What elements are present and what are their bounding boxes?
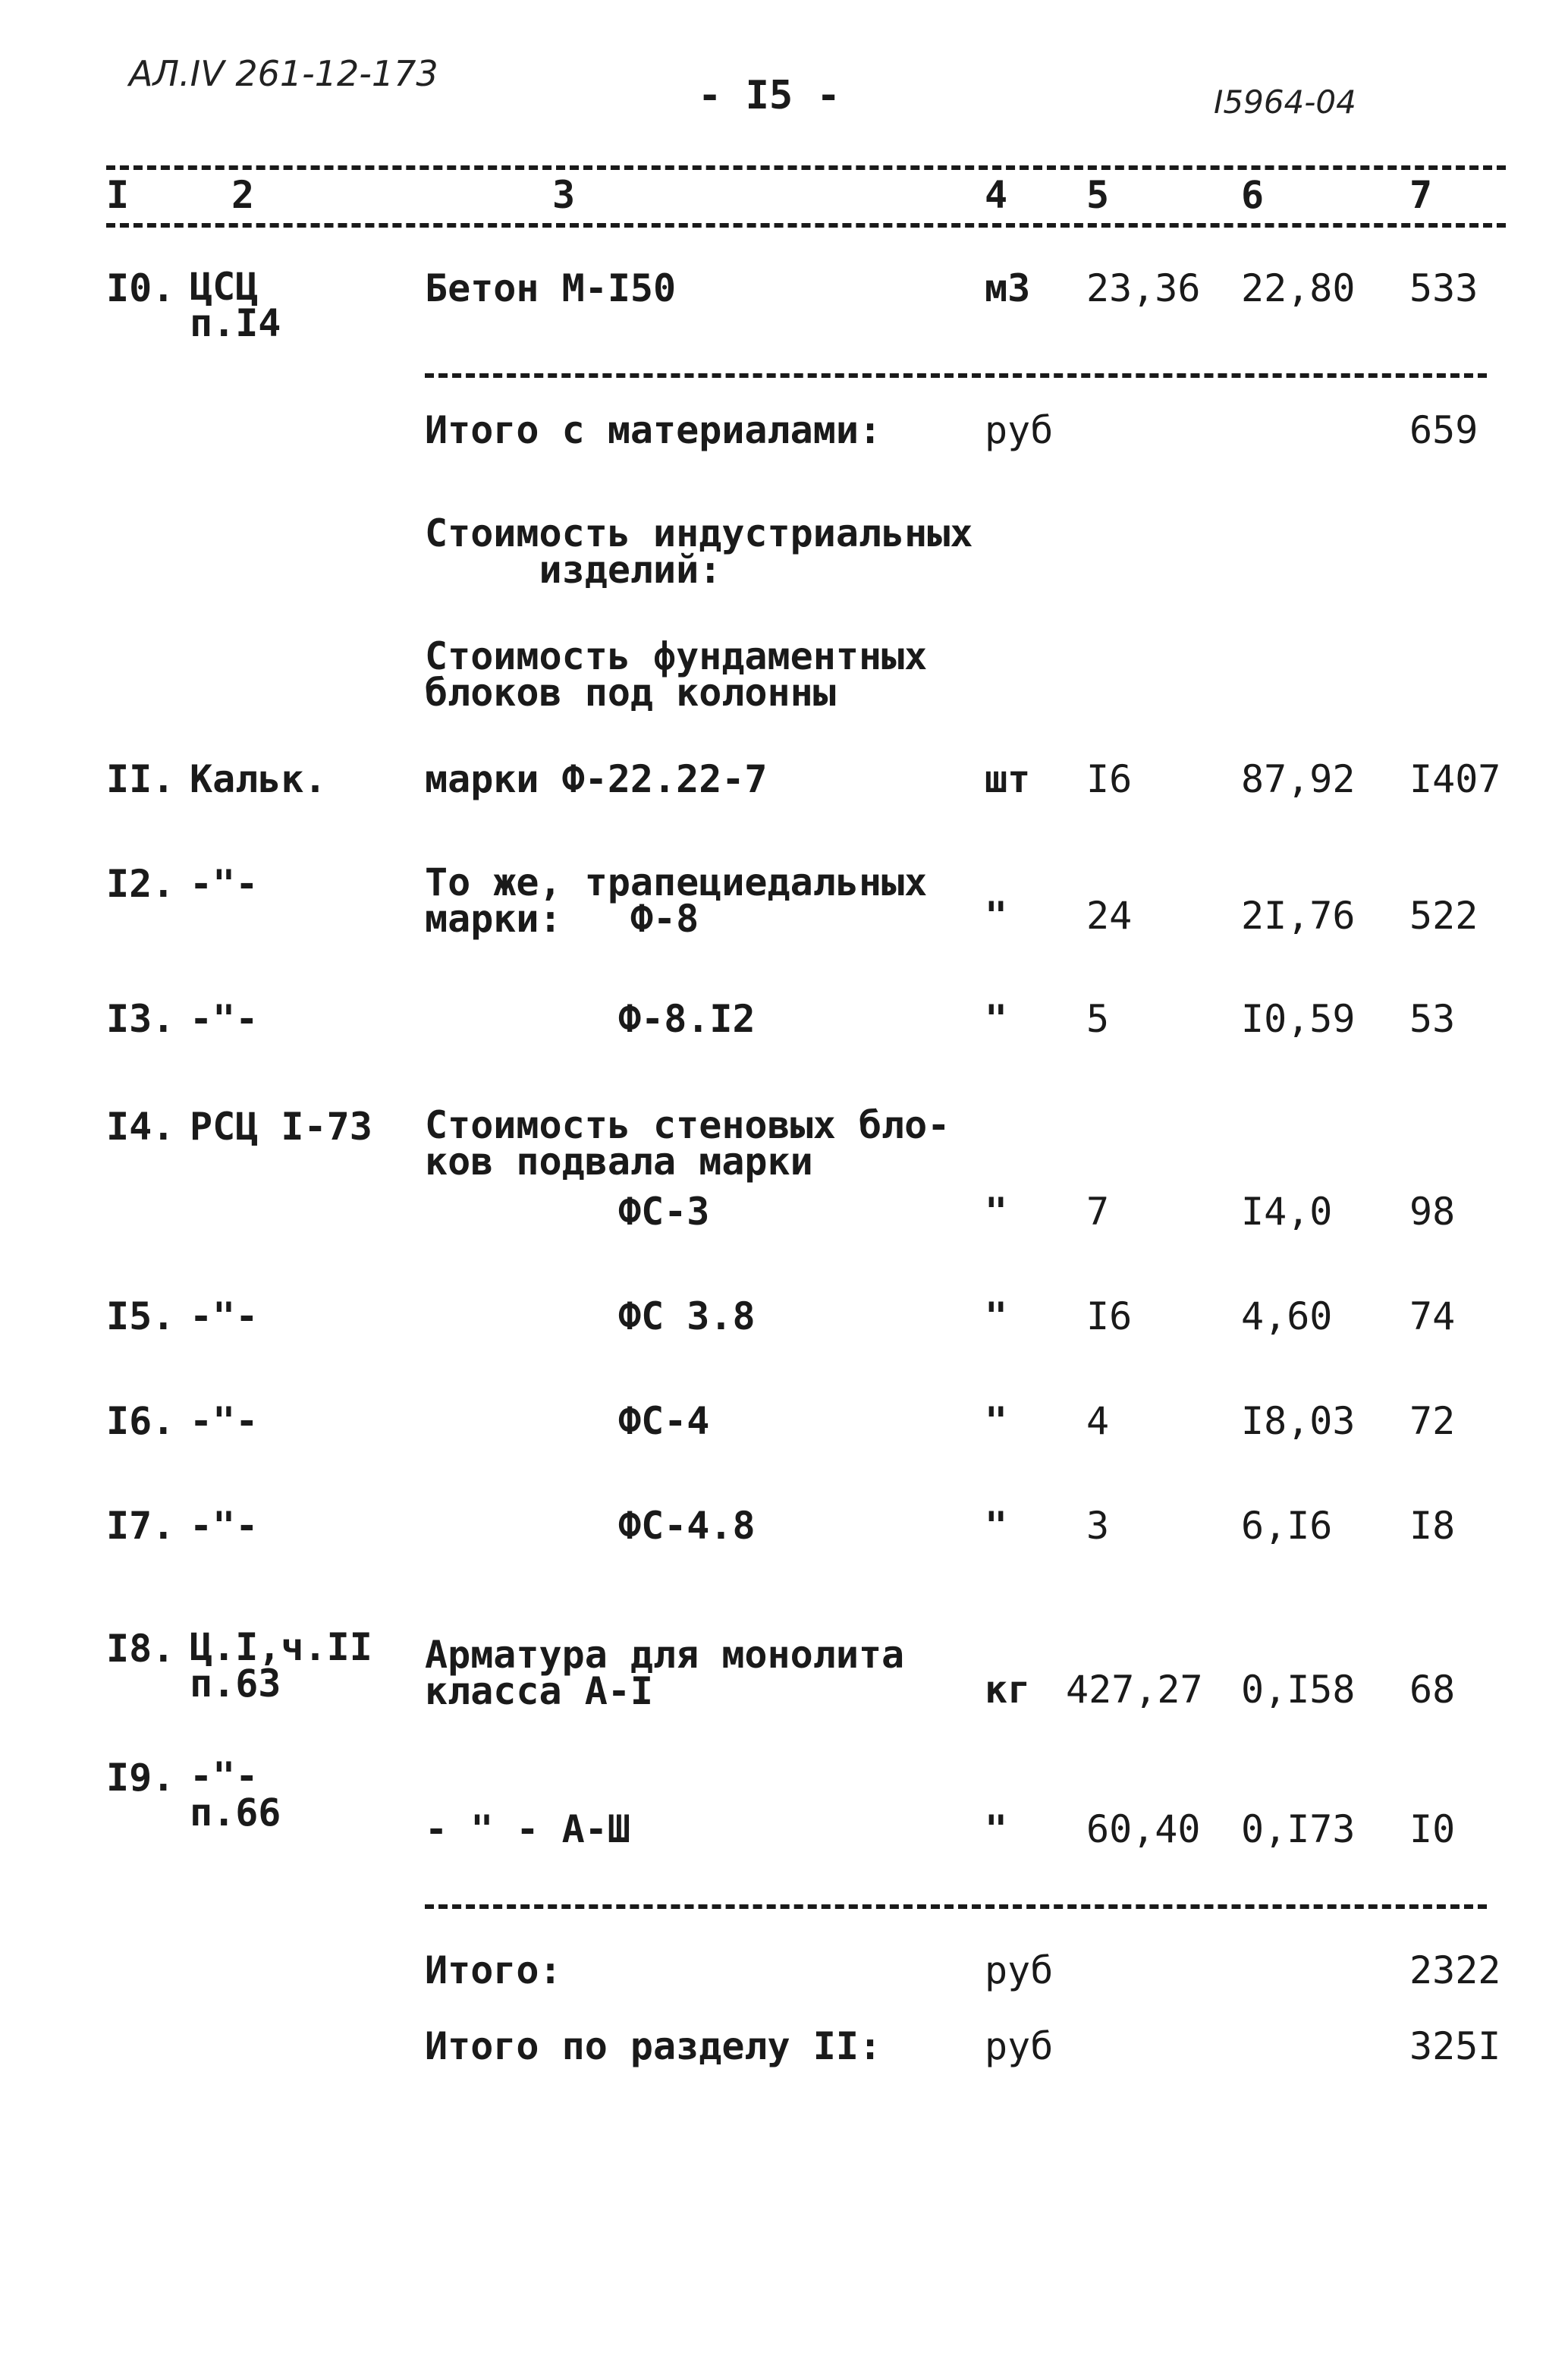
row-number: I6. (106, 1399, 175, 1443)
row-quantity: 24 (1086, 894, 1133, 938)
row-number: I5. (106, 1294, 175, 1338)
row-name: То же, трапециедальных марки: Ф-8 (425, 860, 928, 941)
row-quantity: 4 (1086, 1399, 1110, 1443)
row-total: I8 (1409, 1504, 1456, 1548)
row-source: -"- (190, 1399, 259, 1443)
document-code: АЛ.IV 261-12-173 (129, 53, 438, 94)
row-quantity: I6 (1086, 757, 1133, 801)
row-name: ФС-3 (618, 1190, 710, 1234)
row-quantity: 23,36 (1086, 266, 1201, 310)
subtotal-rule (425, 373, 1487, 378)
row-quantity: 7 (1086, 1190, 1110, 1234)
row-total: 68 (1409, 1668, 1456, 1712)
column-header-4: 4 (985, 173, 1008, 217)
total-value: 2322 (1409, 1948, 1501, 1992)
section-total-value: 325I (1409, 2024, 1501, 2068)
row-total: I407 (1409, 757, 1501, 801)
row-source: -"- (190, 1504, 259, 1548)
row-number: I4. (106, 1105, 175, 1149)
column-header-3: 3 (552, 173, 576, 217)
row-name: ФС 3.8 (618, 1294, 756, 1338)
total-label: Итого: (425, 1948, 562, 1992)
subtotal-label: Итого с материалами: (425, 408, 882, 452)
row-name: марки Ф-22.22-7 (425, 757, 768, 801)
row-unit-price: 2I,76 (1241, 894, 1356, 938)
row-name: Стоимость стеновых бло- ков подвала марки (425, 1103, 951, 1184)
section-heading-foundation-blocks: Стоимость фундаментных блоков под колонны (425, 634, 928, 715)
row-total: 74 (1409, 1294, 1456, 1338)
row-unit: " (985, 997, 1008, 1041)
row-total: 522 (1409, 894, 1478, 938)
column-header-7: 7 (1409, 173, 1433, 217)
row-source: ЦСЦ п.I4 (190, 265, 281, 345)
row-unit: м3 (985, 266, 1031, 310)
header-bottom-rule (106, 223, 1506, 228)
row-number: I9. (106, 1756, 175, 1800)
row-name: Бетон М-I50 (425, 266, 677, 310)
row-number: II. (106, 757, 175, 801)
row-unit-price: 0,I73 (1241, 1807, 1356, 1851)
row-quantity: I6 (1086, 1294, 1133, 1338)
row-unit-price: 6,I6 (1241, 1504, 1333, 1548)
row-number: I2. (106, 862, 175, 906)
section-total-label: Итого по разделу II: (425, 2024, 882, 2068)
section-total-unit: руб (985, 2024, 1054, 2068)
row-name: - " - А-Ш (425, 1807, 630, 1851)
row-unit: " (985, 1294, 1008, 1338)
row-number: I0. (106, 266, 175, 310)
row-unit: " (985, 1399, 1008, 1443)
page-number: - I5 - (698, 73, 841, 118)
row-unit-price: I4,0 (1241, 1190, 1333, 1234)
row-source: -"- (190, 862, 259, 906)
total-unit: руб (985, 1948, 1054, 1992)
column-header-2: 2 (231, 173, 255, 217)
section-heading-industrial: Стоимость индустриальных изделий: (425, 511, 973, 592)
row-total: 72 (1409, 1399, 1456, 1443)
column-header-1: I (106, 173, 130, 217)
row-number: I3. (106, 997, 175, 1041)
column-header-6: 6 (1241, 173, 1265, 217)
row-number: I7. (106, 1504, 175, 1548)
row-source: Кальк. (190, 757, 327, 801)
archive-stamp-number: I5964-04 (1214, 83, 1356, 121)
row-source: -"- (190, 1294, 259, 1338)
row-unit-price: I8,03 (1241, 1399, 1356, 1443)
total-rule (425, 1904, 1487, 1909)
row-unit-price: I0,59 (1241, 997, 1356, 1041)
row-name: ФС-4.8 (618, 1504, 756, 1548)
row-unit: кг (985, 1668, 1031, 1712)
row-source: -"- (190, 997, 259, 1041)
row-quantity: 427,27 (1066, 1668, 1203, 1712)
row-number: I8. (106, 1627, 175, 1671)
row-unit-price: 0,I58 (1241, 1668, 1356, 1712)
row-name: Арматура для монолита класса А-I (425, 1633, 905, 1713)
row-unit: шт (985, 757, 1031, 801)
row-quantity: 3 (1086, 1504, 1110, 1548)
row-unit-price: 22,80 (1241, 266, 1356, 310)
row-unit-price: 4,60 (1241, 1294, 1333, 1338)
row-total: 53 (1409, 997, 1456, 1041)
row-source: Ц.I,ч.II п.63 (190, 1625, 372, 1706)
row-source: -"- п.66 (190, 1754, 281, 1835)
header-top-rule (106, 165, 1506, 170)
row-total: 98 (1409, 1190, 1456, 1234)
row-unit: " (985, 1504, 1008, 1548)
row-name: Ф-8.I2 (618, 997, 756, 1041)
subtotal-unit: руб (985, 408, 1054, 452)
row-quantity: 60,40 (1086, 1807, 1201, 1851)
column-header-5: 5 (1086, 173, 1110, 217)
row-unit-price: 87,92 (1241, 757, 1356, 801)
row-total: 533 (1409, 266, 1478, 310)
row-source: РСЦ I-73 (190, 1105, 372, 1149)
row-unit: " (985, 1190, 1008, 1234)
row-total: I0 (1409, 1807, 1456, 1851)
row-quantity: 5 (1086, 997, 1110, 1041)
row-name: ФС-4 (618, 1399, 710, 1443)
subtotal-total: 659 (1409, 408, 1478, 452)
row-unit: " (985, 1807, 1008, 1851)
row-unit: " (985, 894, 1008, 938)
